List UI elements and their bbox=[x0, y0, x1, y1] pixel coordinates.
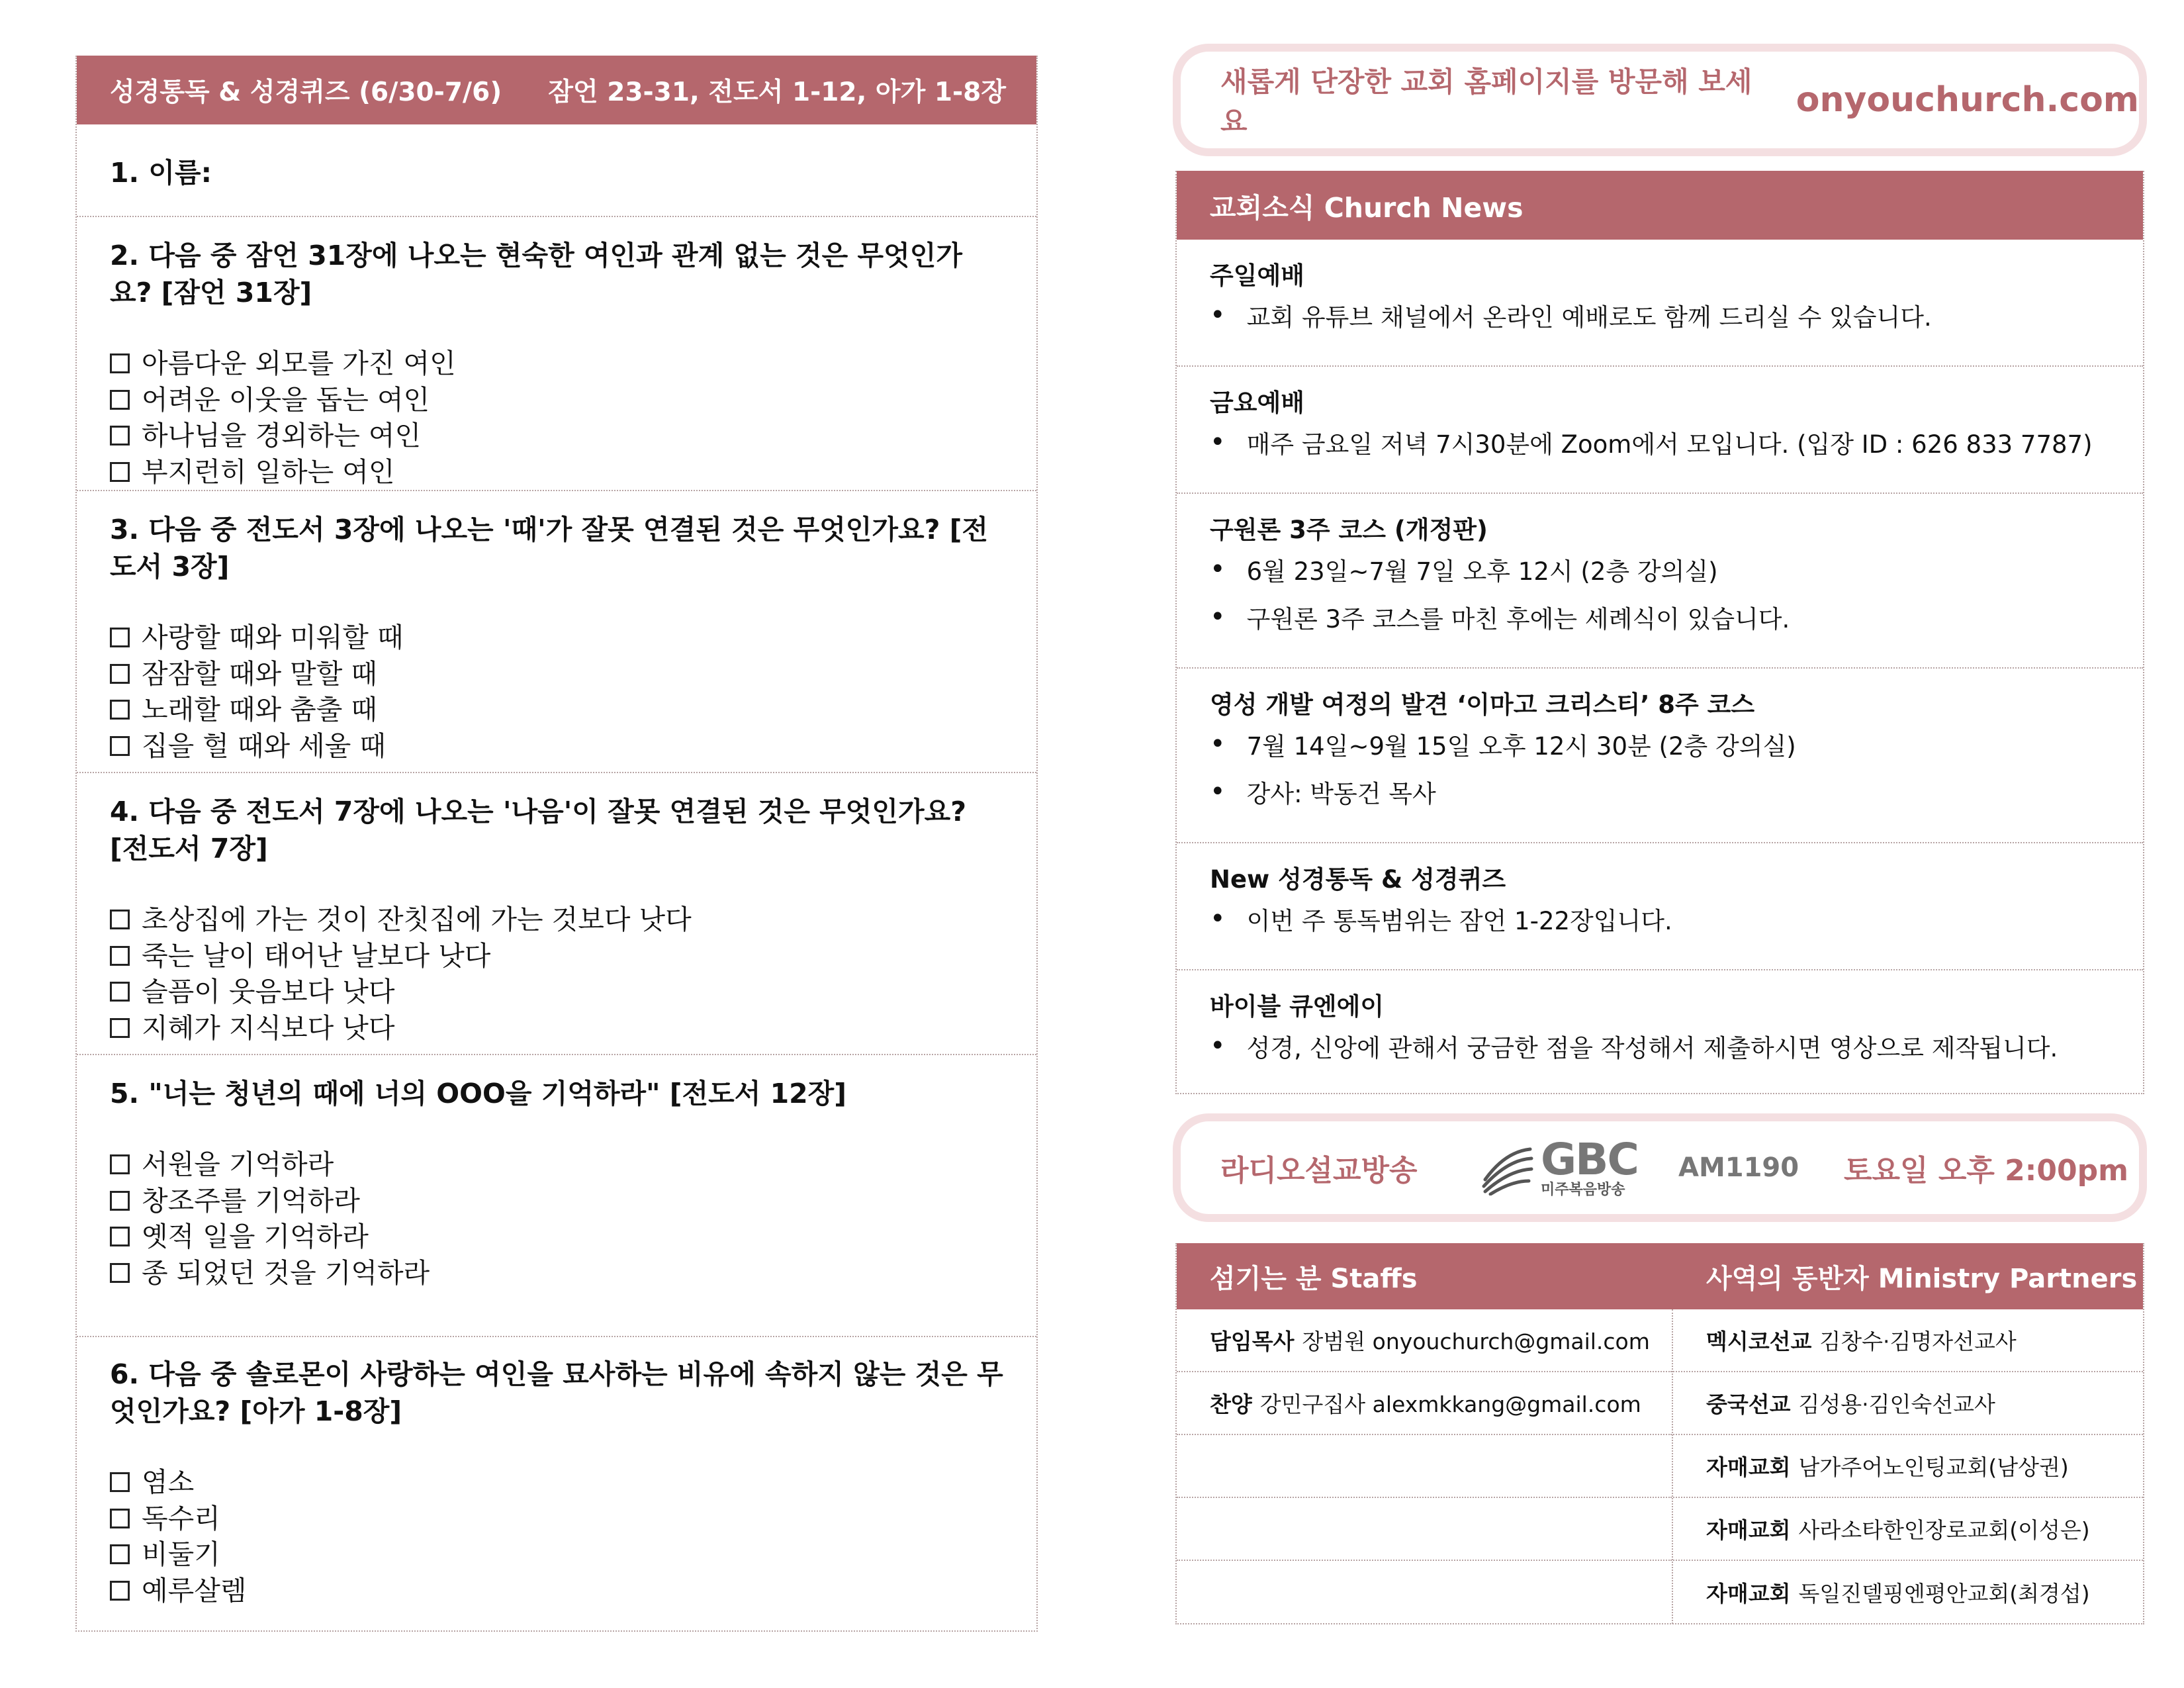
question-title: 2. 다음 중 잠언 31장에 나오는 현숙한 여인과 관계 없는 것은 무엇인가요? [잠언 31장] bbox=[110, 240, 962, 308]
news-bullet: • 매주 금요일 저녁 7시30분에 Zoom에서 모입니다. (입장 ID : 626 833 7787) bbox=[1210, 418, 2110, 466]
answer-option[interactable] bbox=[110, 346, 1003, 382]
option-label: 지혜가 지식보다 낫다 bbox=[142, 1011, 395, 1044]
partner-row bbox=[1673, 1372, 2143, 1435]
quiz-question bbox=[77, 491, 1036, 773]
quiz-question bbox=[77, 1055, 1036, 1337]
answer-option[interactable] bbox=[110, 692, 1003, 728]
partner-value: 김성용·김인숙선교사 bbox=[1798, 1391, 1995, 1417]
checkbox[interactable] bbox=[110, 1581, 130, 1601]
question-title: 3. 다음 중 전도서 3장에 나오는 '때'가 잘못 연결된 것은 무엇인가요? [전도서 3장] bbox=[110, 514, 989, 583]
staff-header-left: 섬기는 분 Staffs bbox=[1210, 1263, 1418, 1294]
answer-option[interactable] bbox=[110, 902, 1003, 938]
quiz-question bbox=[77, 773, 1036, 1055]
option-label: 죽는 날이 태어난 날보다 낫다 bbox=[142, 939, 491, 972]
checkbox[interactable] bbox=[110, 1154, 130, 1174]
partners-column bbox=[1673, 1309, 2143, 1624]
news-bullet: • 6월 23일~7월 7일 오후 12시 (2층 강의실) bbox=[1210, 545, 2110, 593]
option-label: 비둘기 bbox=[142, 1538, 220, 1570]
option-label: 독수리 bbox=[142, 1502, 220, 1534]
radio-title: 라디오설교방송 bbox=[1220, 1154, 1418, 1188]
radio-time: 토요일 오후 2:00pm bbox=[1844, 1154, 2128, 1188]
globe-icon bbox=[1479, 1140, 1534, 1196]
news-item-title: 구원론 3주 코스 (개정판) bbox=[1210, 516, 1488, 544]
gbc-logo bbox=[1479, 1134, 1678, 1198]
news-item-title: 주일예배 bbox=[1210, 261, 1304, 290]
news-bullet: • 이번 주 통독범위는 잠언 1-22장입니다. bbox=[1210, 895, 2110, 943]
quiz-question bbox=[77, 1337, 1036, 1622]
partner-value: 김창수·김명자선교사 bbox=[1819, 1329, 2017, 1354]
quiz-name-row bbox=[77, 124, 1036, 217]
option-label: 슬픔이 웃음보다 낫다 bbox=[142, 976, 395, 1008]
checkbox[interactable] bbox=[110, 462, 130, 482]
checkbox[interactable] bbox=[110, 736, 130, 756]
partner-role: 자매교회 bbox=[1706, 1581, 1791, 1607]
answer-option[interactable] bbox=[110, 418, 1003, 454]
staff-value: 장범원 onyouchurch@gmail.com bbox=[1302, 1329, 1650, 1354]
answer-option[interactable] bbox=[110, 1219, 1003, 1255]
partner-value: 사라소타한인장로교회(이성은) bbox=[1798, 1517, 2090, 1543]
partner-role: 자매교회 bbox=[1706, 1517, 1791, 1543]
answer-option[interactable] bbox=[110, 728, 1003, 765]
answer-option[interactable] bbox=[110, 382, 1003, 418]
news-item bbox=[1177, 367, 2143, 494]
option-label: 부지런히 일하는 여인 bbox=[142, 455, 395, 488]
partner-row bbox=[1673, 1309, 2143, 1372]
option-label: 예루살렘 bbox=[142, 1574, 247, 1607]
option-label: 옛적 일을 기억하라 bbox=[142, 1221, 369, 1252]
answer-option[interactable] bbox=[110, 1255, 1003, 1291]
option-label: 사랑할 때와 미워할 때 bbox=[142, 622, 404, 653]
option-label: 잠잠할 때와 말할 때 bbox=[142, 657, 377, 690]
staff-row bbox=[1177, 1372, 1672, 1435]
gbc-logo-name: GBC bbox=[1541, 1134, 1638, 1185]
name-label: 1. 이름: bbox=[110, 156, 212, 189]
partner-row bbox=[1673, 1435, 2143, 1498]
answer-option[interactable] bbox=[110, 1501, 1003, 1537]
answer-option[interactable] bbox=[110, 656, 1003, 692]
checkbox[interactable] bbox=[110, 628, 130, 647]
gbc-logo-sub: 미주복음방송 bbox=[1541, 1182, 1625, 1198]
partner-row bbox=[1673, 1498, 2143, 1561]
answer-option[interactable] bbox=[110, 1183, 1003, 1219]
checkbox[interactable] bbox=[110, 426, 130, 445]
website-link[interactable]: onyouchurch.com bbox=[1796, 80, 2139, 120]
news-item bbox=[1177, 240, 2143, 367]
news-item bbox=[1177, 494, 2143, 669]
checkbox[interactable] bbox=[110, 1509, 130, 1528]
news-bullet: • 성경, 신앙에 관해서 궁금한 점을 작성해서 제출하시면 영상으로 제작됩니다. bbox=[1210, 1022, 2110, 1070]
answer-option[interactable] bbox=[110, 620, 1003, 656]
news-item bbox=[1177, 669, 2143, 843]
website-banner bbox=[1173, 44, 2147, 156]
news-item bbox=[1177, 970, 2143, 1093]
news-item-title: 영성 개발 여정의 발견 ‘이마고 크리스티’ 8주 코스 bbox=[1210, 690, 1755, 719]
staff-value: 강민구집사 alexmkkang@gmail.com bbox=[1259, 1391, 1641, 1417]
question-title: 6. 다음 중 솔로몬이 사랑하는 여인을 묘사하는 비유에 속하지 않는 것은 무엇인가요? [아가 1-8장] bbox=[110, 1358, 1003, 1427]
staff-role: 담임목사 bbox=[1210, 1329, 1295, 1354]
news-bullet: • 강사: 박동건 목사 bbox=[1210, 768, 2110, 816]
answer-option[interactable] bbox=[110, 938, 1003, 974]
website-banner-text: 새롭게 단장한 교회 홈페이지를 방문해 보세요 bbox=[1220, 66, 1752, 138]
quiz-header-range: 잠언 23-31, 전도서 1-12, 아가 1-8장 bbox=[548, 77, 1006, 107]
staffs-column bbox=[1177, 1309, 1673, 1624]
answer-option[interactable] bbox=[110, 1464, 1003, 1501]
checkbox[interactable] bbox=[110, 946, 130, 966]
option-label: 염소 bbox=[142, 1466, 195, 1498]
option-label: 종 되었던 것을 기억하라 bbox=[142, 1256, 430, 1289]
quiz-header bbox=[77, 56, 1036, 124]
question-title: 4. 다음 중 전도서 7장에 나오는 '나음'이 잘못 연결된 것은 무엇인가요? [전도서 7장] bbox=[110, 796, 967, 865]
quiz-question bbox=[77, 217, 1036, 491]
answer-option[interactable] bbox=[110, 1010, 1003, 1047]
checkbox[interactable] bbox=[110, 700, 130, 720]
option-label: 서원을 기억하라 bbox=[142, 1149, 334, 1180]
news-item-title: 바이블 큐엔에이 bbox=[1210, 992, 1385, 1021]
news-bullet: • 교회 유튜브 채널에서 온라인 예배로도 함께 드리실 수 있습니다. bbox=[1210, 291, 2110, 339]
question-title: 5. "너는 청년의 때에 너의 OOO을 기억하라" [전도서 12장] bbox=[110, 1078, 847, 1109]
option-label: 아름다운 외모를 가진 여인 bbox=[142, 348, 456, 379]
staff-row bbox=[1177, 1435, 1672, 1498]
radio-frequency: AM1190 bbox=[1678, 1152, 1799, 1183]
quiz-header-title: 성경통독 & 성경퀴즈 (6/30-7/6) bbox=[110, 77, 502, 107]
news-bullet: • 구원론 3주 코스를 마친 후에는 세례식이 있습니다. bbox=[1210, 593, 2110, 641]
checkbox[interactable] bbox=[110, 353, 130, 373]
answer-option[interactable] bbox=[110, 974, 1003, 1010]
bible-quiz-panel bbox=[75, 56, 1038, 1632]
answer-option[interactable] bbox=[110, 454, 1003, 491]
staff-row bbox=[1177, 1498, 1672, 1561]
staff-header bbox=[1177, 1243, 2143, 1309]
option-label: 어려운 이웃을 돕는 여인 bbox=[142, 383, 430, 416]
option-label: 하나님을 경외하는 여인 bbox=[142, 420, 422, 451]
staff-row bbox=[1177, 1561, 1672, 1624]
answer-option[interactable] bbox=[110, 1536, 1003, 1573]
staff-table bbox=[1175, 1243, 2144, 1624]
staff-header-right: 사역의 동반자 Ministry Partners bbox=[1706, 1263, 2138, 1294]
news-item-title: New 성경통독 & 성경퀴즈 bbox=[1210, 865, 1506, 894]
checkbox[interactable] bbox=[110, 1472, 130, 1492]
checkbox[interactable] bbox=[110, 1544, 130, 1564]
option-label: 창조주를 기억하라 bbox=[142, 1184, 360, 1217]
partner-value: 독일진델핑엔평안교회(최경섭) bbox=[1798, 1581, 2090, 1607]
checkbox[interactable] bbox=[110, 390, 130, 410]
checkbox[interactable] bbox=[110, 1191, 130, 1211]
partner-role: 멕시코선교 bbox=[1706, 1329, 1812, 1354]
option-label: 초상집에 가는 것이 잔칫집에 가는 것보다 낫다 bbox=[142, 904, 692, 935]
partner-row bbox=[1673, 1561, 2143, 1624]
news-header: 교회소식 Church News bbox=[1177, 171, 2143, 240]
partner-role: 중국선교 bbox=[1706, 1391, 1791, 1417]
answer-option[interactable] bbox=[110, 1147, 1003, 1183]
staff-row bbox=[1177, 1309, 1672, 1372]
news-item-title: 금요예배 bbox=[1210, 389, 1304, 417]
church-news-panel bbox=[1175, 171, 2144, 1094]
option-label: 노래할 때와 춤출 때 bbox=[142, 694, 377, 726]
staff-role: 찬양 bbox=[1210, 1391, 1252, 1417]
checkbox[interactable] bbox=[110, 1227, 130, 1246]
checkbox[interactable] bbox=[110, 910, 130, 929]
checkbox[interactable] bbox=[110, 1018, 130, 1038]
radio-broadcast-banner bbox=[1173, 1113, 2147, 1222]
checkbox[interactable] bbox=[110, 982, 130, 1002]
news-bullet: • 7월 14일~9월 15일 오후 12시 30분 (2층 강의실) bbox=[1210, 720, 2110, 768]
partner-role: 자매교회 bbox=[1706, 1454, 1791, 1480]
option-label: 집을 헐 때와 세울 때 bbox=[142, 729, 386, 762]
partner-value: 남가주어노인팅교회(남상권) bbox=[1798, 1454, 2069, 1480]
checkbox[interactable] bbox=[110, 1263, 130, 1283]
news-item bbox=[1177, 843, 2143, 970]
answer-option[interactable] bbox=[110, 1573, 1003, 1609]
checkbox[interactable] bbox=[110, 664, 130, 684]
